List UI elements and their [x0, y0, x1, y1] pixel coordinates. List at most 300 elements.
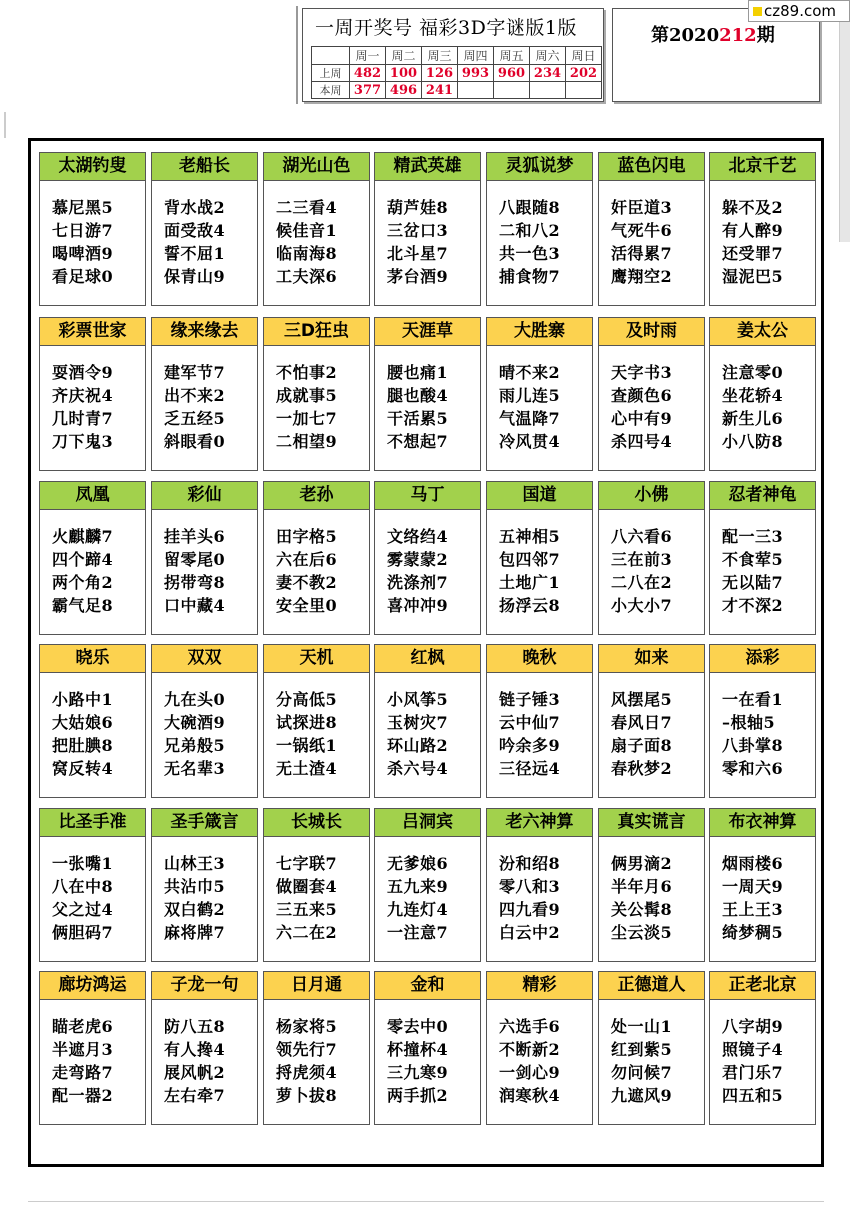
riddle-line: 一周天9: [722, 877, 784, 896]
riddle-line: 七日游7: [52, 221, 114, 240]
day-header: 周三: [422, 47, 458, 65]
riddle-line: 共一色3: [499, 244, 561, 263]
riddle-line: 君门乐7: [722, 1063, 784, 1082]
riddle-line: 瞄老虎6: [52, 1017, 114, 1036]
riddle-lines: [710, 510, 815, 617]
draw-number: 241: [422, 82, 458, 99]
riddle-line: 王上王3: [722, 900, 784, 919]
riddle-line: 查颜色6: [611, 386, 673, 405]
riddle-lines: [40, 837, 145, 944]
logo-dot-icon: [753, 7, 762, 16]
riddle-line: 三九寒9: [387, 1063, 449, 1082]
row-label: 上周: [312, 65, 350, 82]
riddle-line: 把肚腆8: [52, 736, 114, 755]
margin-mark: [4, 112, 6, 138]
riddle-lines: [152, 673, 257, 780]
riddle-line: 建军节7: [164, 363, 226, 382]
riddle-lines: [264, 1000, 369, 1107]
riddle-line: 腿也酸4: [387, 386, 449, 405]
riddle-line: 齐庆祝4: [52, 386, 114, 405]
riddle-line: 五九来9: [387, 877, 449, 896]
riddle-card: [151, 808, 258, 962]
riddle-line: 才不深2: [722, 596, 784, 615]
riddle-card: [151, 971, 258, 1125]
riddle-line: 田字格5: [276, 527, 338, 546]
riddle-line: 气死牛6: [611, 221, 673, 240]
riddle-line: 文络绉4: [387, 527, 449, 546]
riddle-card: [598, 971, 705, 1125]
riddle-line: 北斗星7: [387, 244, 449, 263]
riddle-line: 兄弟般5: [164, 736, 226, 755]
riddle-author: 马丁: [375, 482, 480, 510]
draw-number: [530, 82, 566, 99]
riddle-card: [39, 317, 146, 471]
riddle-line: 汾和绍8: [499, 854, 561, 873]
riddle-line: 火麒麟7: [52, 527, 114, 546]
riddle-line: 候佳音1: [276, 221, 338, 240]
panel-title: 一周开奖号 福彩3D字谜版1版: [315, 17, 577, 39]
riddle-lines: [152, 346, 257, 453]
riddle-author: 忍者神龟: [710, 482, 815, 510]
riddle-line: 处一山1: [611, 1017, 673, 1036]
riddle-lines: [375, 181, 480, 288]
riddle-line: 链子锤3: [499, 690, 561, 709]
header-left-rule: [296, 6, 298, 104]
riddle-author: 吕洞宾: [375, 809, 480, 837]
riddle-author: 正老北京: [710, 972, 815, 1000]
draw-number: [458, 82, 494, 99]
riddle-lines: [710, 837, 815, 944]
riddle-line: 环山路2: [387, 736, 449, 755]
riddle-line: 半年月6: [611, 877, 673, 896]
riddle-line: 杨家将5: [276, 1017, 338, 1036]
riddle-line: 安全里0: [276, 596, 338, 615]
riddle-line: 八字胡9: [722, 1017, 784, 1036]
riddle-lines: [599, 510, 704, 617]
riddle-card: [374, 808, 481, 962]
riddle-card: [39, 481, 146, 635]
riddle-lines: [40, 673, 145, 780]
riddle-line: 誓不屈1: [164, 244, 226, 263]
riddle-lines: [152, 837, 257, 944]
table-header-row: [312, 47, 602, 65]
riddle-lines: [599, 673, 704, 780]
issue-suffix: 期: [756, 25, 775, 46]
day-header: 周一: [350, 47, 386, 65]
riddle-line: 九连灯4: [387, 900, 449, 919]
riddle-line: 五神相5: [499, 527, 561, 546]
riddle-card: [598, 644, 705, 798]
riddle-lines: [264, 673, 369, 780]
riddle-line: 俩胆码7: [52, 923, 114, 942]
riddle-author: 大胜寨: [487, 318, 592, 346]
riddle-line: 做圈套4: [276, 877, 338, 896]
riddle-author: 太湖钓叟: [40, 153, 145, 181]
riddle-line: 杀四号4: [611, 432, 673, 451]
table-row-this-week: [312, 82, 602, 99]
riddle-line: 鹰翔空2: [611, 267, 673, 286]
riddle-line: 三在前3: [611, 550, 673, 569]
riddle-card: [39, 971, 146, 1125]
riddle-line: 照镜子4: [722, 1040, 784, 1059]
riddle-line: 润寒秋4: [499, 1086, 561, 1105]
riddle-author: 红枫: [375, 645, 480, 673]
riddle-card: [486, 644, 593, 798]
riddle-line: 四个蹄4: [52, 550, 114, 569]
riddle-line: 小大小7: [611, 596, 673, 615]
riddle-author: 天机: [264, 645, 369, 673]
riddle-line: 坐花轿4: [722, 386, 784, 405]
riddle-line: 口中藏4: [164, 596, 226, 615]
riddle-line: 九遮风9: [611, 1086, 673, 1105]
riddle-line: 霸气足8: [52, 596, 114, 615]
draw-number: 202: [566, 65, 602, 82]
riddle-card: [374, 971, 481, 1125]
day-header: 周四: [458, 47, 494, 65]
riddle-card: [263, 481, 370, 635]
day-header: 周二: [386, 47, 422, 65]
riddle-card: [374, 644, 481, 798]
riddle-line: 斜眼看0: [164, 432, 226, 451]
riddle-line: 三径远4: [499, 759, 561, 778]
riddle-author: 蓝色闪电: [599, 153, 704, 181]
day-header: 周五: [494, 47, 530, 65]
riddle-line: 左右牵7: [164, 1086, 226, 1105]
riddle-line: 展风帆2: [164, 1063, 226, 1082]
riddle-line: 勿问候7: [611, 1063, 673, 1082]
riddle-line: 杀六号4: [387, 759, 449, 778]
riddle-card: [709, 481, 816, 635]
riddle-card: [709, 317, 816, 471]
draw-number: [494, 82, 530, 99]
riddle-author: 子龙一句: [152, 972, 257, 1000]
riddle-line: 心中有9: [611, 409, 673, 428]
riddle-line: 不想起7: [387, 432, 449, 451]
riddle-card: [263, 152, 370, 306]
riddle-line: 四九看9: [499, 900, 561, 919]
riddle-author: 国道: [487, 482, 592, 510]
riddle-author: 小佛: [599, 482, 704, 510]
riddle-line: 云中仙7: [499, 713, 561, 732]
riddle-card: [151, 152, 258, 306]
riddle-line: 二相望9: [276, 432, 338, 451]
riddle-author: 如来: [599, 645, 704, 673]
riddle-author: 天涯草: [375, 318, 480, 346]
riddle-line: 成就事5: [276, 386, 338, 405]
draw-number: [566, 82, 602, 99]
riddle-line: 面受敌4: [164, 221, 226, 240]
riddle-lines: [375, 837, 480, 944]
riddle-line: 挂羊头6: [164, 527, 226, 546]
riddle-card: [709, 152, 816, 306]
riddle-line: 走弯路7: [52, 1063, 114, 1082]
riddle-line: 湿泥巴5: [722, 267, 784, 286]
riddle-card: [39, 808, 146, 962]
riddle-line: 领先行7: [276, 1040, 338, 1059]
riddle-line: 六二在2: [276, 923, 338, 942]
draw-number: 993: [458, 65, 494, 82]
riddle-lines: [487, 1000, 592, 1107]
riddle-lines: [710, 673, 815, 780]
riddle-line: 七字联7: [276, 854, 338, 873]
riddle-line: 无爹娘6: [387, 854, 449, 873]
riddle-author: 老孙: [264, 482, 369, 510]
riddle-line: 零八和3: [499, 877, 561, 896]
riddle-line: 九在头0: [164, 690, 226, 709]
riddle-line: 背水战2: [164, 198, 226, 217]
riddle-author: 日月通: [264, 972, 369, 1000]
riddle-card: [39, 152, 146, 306]
draw-number: 377: [350, 82, 386, 99]
riddle-author: 比圣手准: [40, 809, 145, 837]
riddle-author: 精武英雄: [375, 153, 480, 181]
riddle-line: 半遮月3: [52, 1040, 114, 1059]
riddle-author: 灵狐说梦: [487, 153, 592, 181]
riddle-line: 气温降7: [499, 409, 561, 428]
riddle-lines: [375, 673, 480, 780]
riddle-author: 添彩: [710, 645, 815, 673]
riddle-line: 三五来5: [276, 900, 338, 919]
riddle-line: 零和六6: [722, 759, 784, 778]
riddle-line: 几时青7: [52, 409, 114, 428]
riddle-lines: [487, 181, 592, 288]
riddle-line: 无名辈3: [164, 759, 226, 778]
day-header: 周日: [566, 47, 602, 65]
riddle-line: 工夫深6: [276, 267, 338, 286]
riddle-line: 配一三3: [722, 527, 784, 546]
riddle-line: 三岔口3: [387, 221, 449, 240]
riddle-line: 尘云淡5: [611, 923, 673, 942]
draw-number: 126: [422, 65, 458, 82]
riddle-card: [709, 808, 816, 962]
riddle-line: 天字书3: [611, 363, 673, 382]
riddle-author: 晚秋: [487, 645, 592, 673]
riddle-line: 双白鹤2: [164, 900, 226, 919]
corner-cell: [312, 47, 350, 65]
riddle-line: 一注意7: [387, 923, 449, 942]
riddle-author: 凤凰: [40, 482, 145, 510]
riddle-line: 玉树灾7: [387, 713, 449, 732]
riddle-card: [263, 317, 370, 471]
riddle-line: 耍酒令9: [52, 363, 114, 382]
riddle-line: 慕尼黑5: [52, 198, 114, 217]
riddle-line: 绮梦稠5: [722, 923, 784, 942]
riddle-lines: [599, 181, 704, 288]
riddle-card: [598, 317, 705, 471]
riddle-line: 杯撞杯4: [387, 1040, 449, 1059]
riddle-line: 腰也痛1: [387, 363, 449, 382]
riddle-line: 二三看4: [276, 198, 338, 217]
riddle-line: 捕食物7: [499, 267, 561, 286]
riddle-line: 茅台酒9: [387, 267, 449, 286]
riddle-card: [39, 644, 146, 798]
riddle-line: 两手抓2: [387, 1086, 449, 1105]
riddle-line: 白云中2: [499, 923, 561, 942]
riddle-lines: [40, 510, 145, 617]
riddle-line: 不怕事2: [276, 363, 338, 382]
riddle-author: 廊坊鸿运: [40, 972, 145, 1000]
riddle-line: 一剑心9: [499, 1063, 561, 1082]
riddle-line: 新生儿6: [722, 409, 784, 428]
riddle-line: 麻将牌7: [164, 923, 226, 942]
riddle-lines: [375, 1000, 480, 1107]
site-watermark[interactable]: [748, 0, 850, 22]
riddle-author: 三D狂虫: [264, 318, 369, 346]
riddle-line: 红到紫5: [611, 1040, 673, 1059]
riddle-line: 四五和5: [722, 1086, 784, 1105]
riddle-line: 配一器2: [52, 1086, 114, 1105]
riddle-lines: [710, 181, 815, 288]
riddle-card: [151, 481, 258, 635]
draw-number: 482: [350, 65, 386, 82]
riddle-line: 春秋梦2: [611, 759, 673, 778]
riddle-author: 姜太公: [710, 318, 815, 346]
riddle-line: 还受罪7: [722, 244, 784, 263]
riddle-line: 乏五经5: [164, 409, 226, 428]
riddle-line: 萝卜拔8: [276, 1086, 338, 1105]
riddle-lines: [264, 181, 369, 288]
draw-number: 234: [530, 65, 566, 82]
table-row-last-week: [312, 65, 602, 82]
riddle-line: 分高低5: [276, 690, 338, 709]
riddle-lines: [40, 1000, 145, 1107]
riddle-line: 留零尾0: [164, 550, 226, 569]
riddle-lines: [487, 510, 592, 617]
riddle-line: 试探进8: [276, 713, 338, 732]
riddle-line: 土地广1: [499, 573, 561, 592]
riddle-lines: [152, 181, 257, 288]
riddle-line: 出不来2: [164, 386, 226, 405]
riddle-line: 大碗酒9: [164, 713, 226, 732]
riddle-lines: [264, 346, 369, 453]
riddle-author: 彩仙: [152, 482, 257, 510]
riddle-card: [486, 808, 593, 962]
riddle-line: 妻不教2: [276, 573, 338, 592]
riddle-lines: [487, 673, 592, 780]
riddle-line: 扇子面8: [611, 736, 673, 755]
riddle-line: 晴不来2: [499, 363, 561, 382]
riddle-line: 窝反转4: [52, 759, 114, 778]
riddle-author: 精彩: [487, 972, 592, 1000]
riddle-lines: [599, 837, 704, 944]
riddle-author: 老船长: [152, 153, 257, 181]
riddle-grid: [28, 138, 824, 1167]
riddle-author: 长城长: [264, 809, 369, 837]
day-header: 周六: [530, 47, 566, 65]
riddle-lines: [375, 346, 480, 453]
riddle-line: 洗涤剂7: [387, 573, 449, 592]
riddle-line: 躲不及2: [722, 198, 784, 217]
riddle-line: 八六看6: [611, 527, 673, 546]
riddle-line: 春风日7: [611, 713, 673, 732]
riddle-lines: [487, 346, 592, 453]
riddle-lines: [264, 510, 369, 617]
riddle-lines: [599, 346, 704, 453]
riddle-line: 父之过4: [52, 900, 114, 919]
riddle-line: 小路中1: [52, 690, 114, 709]
riddle-line: 吟余多9: [499, 736, 561, 755]
riddle-line: 二八在2: [611, 573, 673, 592]
riddle-line: 活得累7: [611, 244, 673, 263]
riddle-line: 山林王3: [164, 854, 226, 873]
riddle-lines: [487, 837, 592, 944]
riddle-lines: [40, 346, 145, 453]
riddle-line: 看足球0: [52, 267, 114, 286]
riddle-line: 一加七7: [276, 409, 338, 428]
riddle-card: [598, 481, 705, 635]
riddle-line: 喜冲冲9: [387, 596, 449, 615]
riddle-line: 零去中0: [387, 1017, 449, 1036]
riddle-line: 一在看1: [722, 690, 784, 709]
weekly-results-table: [311, 46, 602, 99]
draw-number: 100: [386, 65, 422, 82]
issue-prefix: 第2020: [651, 25, 720, 46]
riddle-author: 老六神算: [487, 809, 592, 837]
issue-panel: [612, 8, 820, 102]
riddle-lines: [599, 1000, 704, 1107]
riddle-lines: [152, 1000, 257, 1107]
riddle-card: [598, 152, 705, 306]
riddle-line: 喝啤酒9: [52, 244, 114, 263]
riddle-line: 大姑娘6: [52, 713, 114, 732]
riddle-author: 正德道人: [599, 972, 704, 1000]
riddle-line: 烟雨楼6: [722, 854, 784, 873]
riddle-author: 彩票世家: [40, 318, 145, 346]
riddle-lines: [710, 346, 815, 453]
riddle-line: 有人醉9: [722, 221, 784, 240]
riddle-line: 八卦掌8: [722, 736, 784, 755]
riddle-card: [263, 644, 370, 798]
riddle-lines: [710, 1000, 815, 1107]
riddle-author: 真实谎言: [599, 809, 704, 837]
bottom-rule: [28, 1201, 824, 1202]
riddle-line: 两个角2: [52, 573, 114, 592]
riddle-card: [709, 971, 816, 1125]
riddle-line: 刀下鬼3: [52, 432, 114, 451]
riddle-card: [709, 644, 816, 798]
riddle-line: 二和八2: [499, 221, 561, 240]
riddle-author: 布衣神算: [710, 809, 815, 837]
riddle-line: 一锅纸1: [276, 736, 338, 755]
row-label: 本周: [312, 82, 350, 99]
riddle-author: 北京千艺: [710, 153, 815, 181]
riddle-line: 捋虎须4: [276, 1063, 338, 1082]
riddle-card: [151, 317, 258, 471]
riddle-line: 扬浮云8: [499, 596, 561, 615]
riddle-line: 共沾巾5: [164, 877, 226, 896]
issue-number: [651, 21, 775, 47]
draw-number: 496: [386, 82, 422, 99]
riddle-author: 缘来缘去: [152, 318, 257, 346]
scrollbar-track[interactable]: [839, 22, 850, 242]
riddle-card: [486, 317, 593, 471]
riddle-author: 晓乐: [40, 645, 145, 673]
riddle-card: [263, 971, 370, 1125]
riddle-line: 六选手6: [499, 1017, 561, 1036]
riddle-line: 拐带弯8: [164, 573, 226, 592]
riddle-author: 圣手箴言: [152, 809, 257, 837]
riddle-line: –根轴5: [722, 713, 776, 732]
riddle-line: 八在中8: [52, 877, 114, 896]
riddle-lines: [152, 510, 257, 617]
riddle-card: [374, 481, 481, 635]
riddle-line: 干活累5: [387, 409, 449, 428]
riddle-line: 无土渣4: [276, 759, 338, 778]
riddle-card: [151, 644, 258, 798]
riddle-line: 一张嘴1: [52, 854, 114, 873]
riddle-card: [486, 152, 593, 306]
riddle-line: 包四邻7: [499, 550, 561, 569]
